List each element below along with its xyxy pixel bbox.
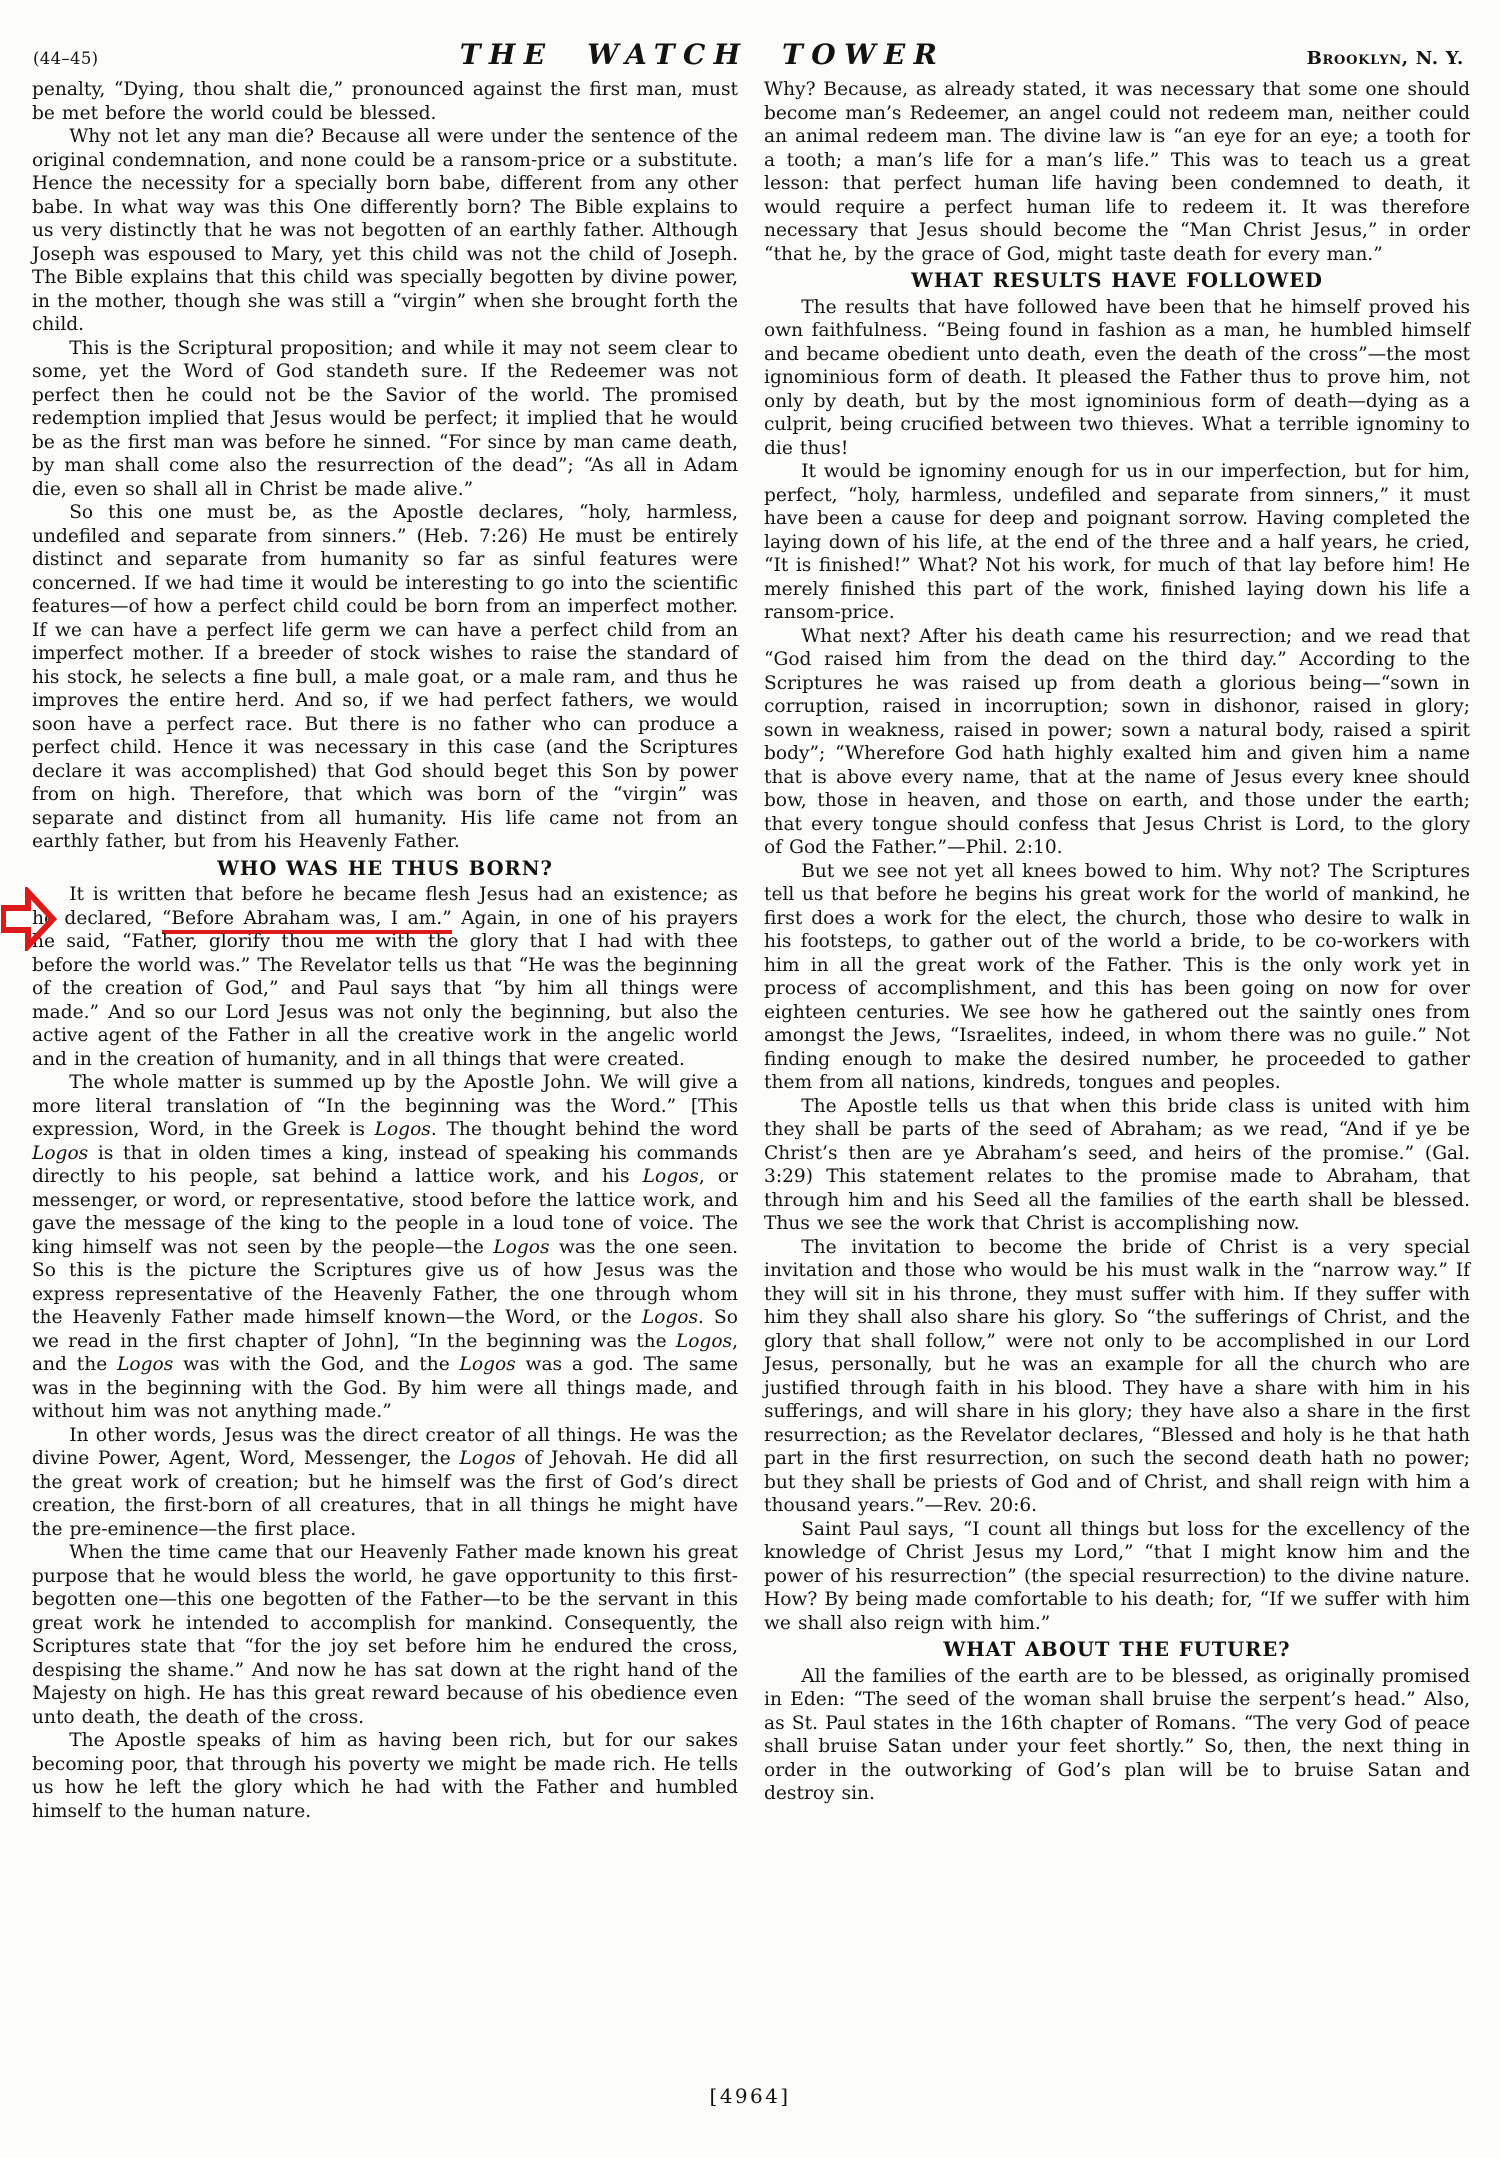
paragraph: Why? Because, as already stated, it was necessary that some one should become man’s Redeemer, an angel could not redeem man, neither could an animal redeem man. The divine law is “an eye for an eye; a tooth for a tooth; a man’s life for a man’s life.” This was to teach us a great lesson: that perfect human life having been condemned to death, it would require a perfect human life to redeem it. It was therefore necessary that Jesus should become the “Man Christ Jesus,” in order “that he, by the grace of God, might taste death for every man.” xyxy=(764,79,1470,265)
paragraph: penalty, “Dying, thou shalt die,” pronounced against the first man, must be met before the world could be blessed. xyxy=(32,79,738,124)
text-columns xyxy=(32,78,1470,1823)
annotation-underline: “Before Abraham was, I am.” xyxy=(162,908,452,934)
right-column xyxy=(764,78,1470,1823)
italic-term: Logos xyxy=(493,1236,550,1258)
italic-term: Logos xyxy=(459,1354,516,1375)
paragraph: The whole matter is summed up by the Apostle John. We will give a more literal translation of “In the beginning was the Word.” [This expression, Word, in the Greek is Logos. The thought behind the word Logos is that in olden times a king, instead of speaking his commands directly to his people, sat behind a lattice work, and his Logos, or messenger, or word, or representative, stood before the lattice work, and gave the message of the king to the people in a loud tone of voice. The king himself was not seen by the people—the Logos was the one seen. So this is the picture the Scriptures give us of how Jesus was the express representative of the Heavenly Father, the one through whom the Heavenly Father made himself known—the Word, or the Logos. So we read in the first chapter of John], “In the beginning was the Logos, and the Logos was with the God, and the Logos was a god. The same was in the beginning with the God. By him were all things made, and without him was not anything made.” xyxy=(32,1072,738,1422)
italic-term: Logos xyxy=(675,1330,733,1352)
running-head xyxy=(33,38,1464,71)
section-heading: WHAT ABOUT THE FUTURE? xyxy=(943,1638,1291,1661)
page-numbers: (44–45) xyxy=(33,49,99,68)
paragraph: It is written that before he became flesh Jesus had an existence; as he declared, “Before Abraham was, I am.” Again, in one of his prayers he said, “Father, glorify thou me with the glory that I had with thee before the world was.” The Revelator tells us that “He was the beginning of the creation of God,” and Paul says that “by him all things were made.” And so our Lord Jesus was not only the beginning, but also the active agent of the Father in all the creative work in the angelic world and in the creation of humanity, and in all things that were created. xyxy=(32,884,738,1070)
italic-term: Logos xyxy=(459,1448,516,1469)
paragraph: But we see not yet all knees bowed to him. Why not? The Scriptures tell us that before he begins his great work for the world of mankind, he first does a work for the elect, the church, those who desire to walk in his footsteps, to gather out of the world a bride, to be co-workers with him in all the great work of the Father. This is the only work yet in process of accomplishment, and this has been going on now for over eighteen centuries. We see how he gathered out the saintly ones from amongst the Jews, “Israelites, indeed, in whom there was no guile.” Not finding enough to make the desired number, he proceeded to gather them from all nations, kindreds, tongues and peoples. xyxy=(764,860,1470,1093)
journal-title: THE WATCH TOWER xyxy=(459,38,946,71)
italic-term: Logos xyxy=(32,1142,89,1164)
paragraph: Saint Paul says, “I count all things but loss for the excellency of the knowledge of Christ Jesus my Lord,” “that I might know him and the power of his resurrection” (the special resurrection) to the divine nature. How? By being made comfortable to his death; for, “If we suffer with him we shall also reign with him.” xyxy=(764,1518,1470,1634)
paragraph: The Apostle speaks of him as having been rich, but for our sakes becoming poor, that through his poverty we might be made rich. He tells us how he left the glory which he had with the Father and humbled himself to the human nature. xyxy=(32,1730,738,1822)
italic-term: Logos xyxy=(642,1166,699,1187)
paragraph: When the time came that our Heavenly Father made known his great purpose that he would bless the world, he gave opportunity to this first-begotten one—this one begotten of the Father—to be the servant in this great work he intended to accomplish for mankind. Consequently, the Scriptures state that “for the joy set before him he endured the cross, despising the shame.” And now he has sat down at the right hand of the Majesty on high. He has this great reward because of his obedience even unto death, the death of the cross. xyxy=(32,1542,738,1728)
paragraph: This is the Scriptural proposition; and while it may not seem clear to some, yet the Word of God standeth sure. If the Redeemer was not perfect then he could not be the Savior of the world. The promised redemption implied that Jesus would be perfect; it implied that he would be as the first man was before he sinned. “For since by man came death, by man shall come also the resurrection of the dead”; “As all in Adam die, even so shall all in Christ be made alive.” xyxy=(32,337,738,500)
left-column xyxy=(32,78,738,1823)
italic-term: Logos xyxy=(641,1307,699,1328)
paragraph: The results that have followed have been that he himself proved his own faithfulness. “Being found in fashion as a man, he humbled himself and became obedient unto death, even the death of the cross”—the most ignominious form of death. It pleased the Father thus to prove him, not only by death, but by the most ignominious form of death—dying as a culprit, being crucified between two thieves. What a terrible ignominy to die thus! xyxy=(764,296,1470,459)
page-footer: [4964] xyxy=(709,2084,791,2108)
place-line: Brooklyn, N. Y. xyxy=(1306,48,1464,69)
paragraph: The Apostle tells us that when this bride class is united with him they shall be parts of the seed of Abraham; as we read, “And if ye be Christ’s then are ye Abraham’s seed, and heirs of the promise.” (Gal. 3:29) This statement relates to the promise made to Abraham, that through him and his Seed all the families of the earth shall be blessed. Thus we see the work that Christ is accomplishing now. xyxy=(764,1095,1470,1234)
paragraph: What next? After his death came his resurrection; and we read that “God raised him from the dead on the third day.” According to the Scriptures he was raised up from death a glorious being—“sown in corruption, raised in incorruption; sown in dishonor, raised in glory; sown in weakness, raised in power; sown a natural body, raised a spirit body”; “Wherefore God hath highly exalted him and given him a name that is above every name, that at the name of Jesus every knee should bow, those in heaven, and those on earth, and those under the earth; that every tongue should confess that Jesus Christ is Lord, to the glory of God the Father.”—Phil. 2:10. xyxy=(764,625,1470,858)
italic-term: Logos xyxy=(117,1354,174,1375)
paragraph: So this one must be, as the Apostle declares, “holy, harmless, undefiled and separate from sinners.” (Heb. 7:26) He must be entirely distinct and separate from humanity so far as sinful features were concerned. If we had time it would be interesting to go into the scientific features—of how a perfect child could be born from an imperfect mother. If we can have a perfect life germ we can have a perfect child from an imperfect mother. If a breeder of stock wishes to raise the standard of his stock, he selects a fine bull, a male goat, or a male ram, and thus he improves the entire herd. And so, if we had perfect fathers, we would soon have a perfect race. But there is no father who can produce a perfect child. Hence it was necessary in this case (and the Scriptures declare it was accomplished) that God should beget this Son by power from on high. Therefore, that which was born of the “virgin” was separate and distinct from all humanity. His life came not from an earthly father, but from his Heavenly Father. xyxy=(32,502,738,852)
paragraph: Why not let any man die? Because all were under the sentence of the original condemnation, and none could be a ransom-price or a substitute. Hence the necessity for a specially born babe, different from any other babe. In what way was this One differently born? The Bible explains to us very distinctly that he was not begotten of an earthly father. Although Joseph was espoused to Mary, yet this child was not the child of Joseph. The Bible explains that this child was specially begotten by divine power, in the mother, though she was still a “virgin” when she brought forth the child. xyxy=(32,126,738,335)
paragraph: In other words, Jesus was the direct creator of all things. He was the divine Power, Agent, Word, Messenger, the Logos of Jehovah. He did all the great work of creation; but he himself was the first of God’s direct creation, the first-born of all creatures, that in all things he might have the pre-eminence—the first place. xyxy=(32,1424,739,1540)
italic-term: Logos xyxy=(374,1119,431,1140)
paragraph: The invitation to become the bride of Christ is a very special invitation and those who would be his must walk in the “narrow way.” If they will sit in his throne, they must suffer with him. If they suffer with him they shall also share his glory. So “the sufferings of Christ, and the glory that shall follow,” were not only to be accomplished in our Lord Jesus, personally, but he was an example for all the church who are justified through faith in his blood. They have a share with him in his sufferings, and will share in his glory; they have also a share in the first resurrection; as the Revelator declares, “Blessed and holy is he that hath part in the first resurrection, on such the second death hath no power; but they shall be priests of God and of Christ, and shall reign with him a thousand years.”—Rev. 20:6. xyxy=(764,1236,1470,1516)
paragraph: All the families of the earth are to be blessed, as originally promised in Eden: “The seed of the woman shall bruise the serpent’s head.” Also, as St. Paul states in the 16th chapter of Romans. “The very God of peace shall bruise Satan under your feet shortly.” So, then, the next thing in order in the outworking of God’s plan will be to bruise Satan and destroy sin. xyxy=(764,1665,1470,1804)
section-heading: WHO WAS HE THUS BORN? xyxy=(217,856,553,880)
section-heading: WHAT RESULTS HAVE FOLLOWED xyxy=(911,269,1323,292)
paragraph: It would be ignominy enough for us in our imperfection, but for him, perfect, “holy, harmless, undefiled and separate from sinners,” it must have been a cause for deep and poignant sorrow. Having completed the laying down of his life, at the end of the three and a half years, he cried, “It is finished!” What? Not his work, for much of that lay before him! He merely finished this part of the work, finished laying down his life a ransom-price. xyxy=(764,461,1470,623)
annotation-arrow-icon xyxy=(1,887,57,951)
